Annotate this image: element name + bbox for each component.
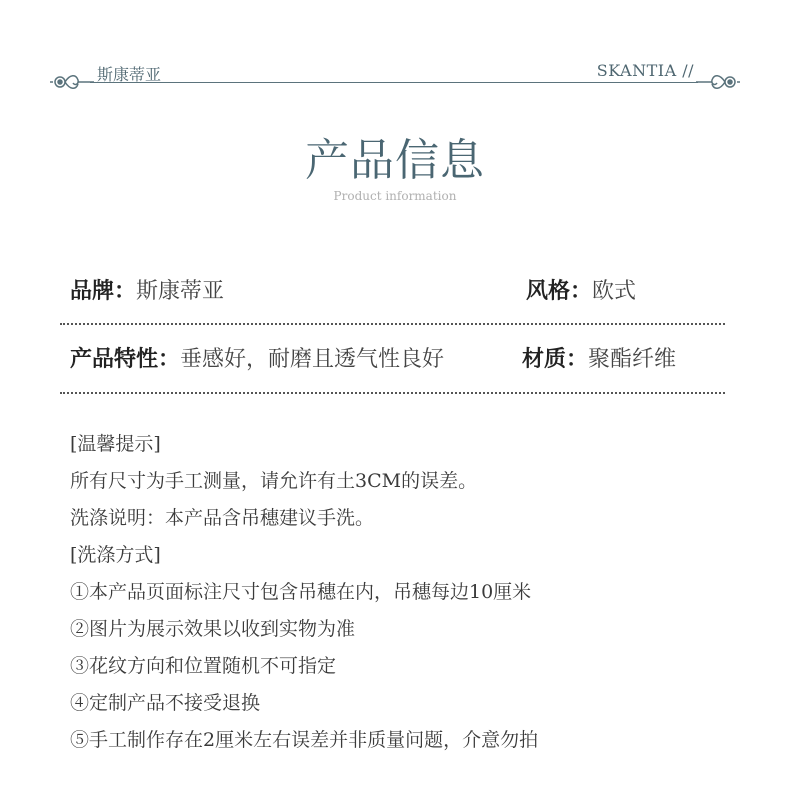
spec-feature-value: 垂感好，耐磨且透气性良好 [180, 347, 445, 372]
spec-brand-label: 品牌： [70, 278, 137, 304]
note-line: 洗涤说明：本产品含吊穗建议手洗。 [70, 507, 375, 529]
ornament-right-icon [696, 70, 740, 94]
brand-name-cn: 斯康蒂亚 [97, 65, 162, 84]
note-line: ②图片为展示效果以收到实物为准 [70, 618, 356, 640]
note-line: ⑤手工制作存在2厘米左右误差并非质量问题，介意勿拍 [70, 729, 539, 751]
spec-feature [70, 342, 444, 373]
spec-style-label: 风格： [526, 278, 593, 304]
spec-style-value: 欧式 [592, 279, 637, 304]
note-line: [温馨提示] [70, 433, 161, 455]
spec-material [522, 342, 676, 373]
note-line: ①本产品页面标注尺寸包含吊穗在内，吊穗每边10厘米 [70, 581, 532, 603]
spec-material-value: 聚酯纤维 [588, 347, 677, 372]
spec-brand-value: 斯康蒂亚 [136, 279, 225, 304]
note-line: ④定制产品不接受退换 [70, 692, 261, 714]
header [0, 0, 790, 100]
note-line: ③花纹方向和位置随机不可指定 [70, 655, 337, 677]
spec-row-brand-style [70, 274, 725, 314]
notes-section [70, 430, 750, 763]
page-title: 产品信息 [305, 135, 485, 186]
dotted-divider [60, 323, 725, 325]
spec-feature-label: 产品特性： [70, 346, 181, 372]
spec-material-label: 材质： [522, 346, 589, 372]
brand-name-en: SKANTIA // [596, 61, 694, 80]
spec-brand [70, 274, 224, 305]
page-subtitle: Product information [333, 189, 457, 203]
header-rule [90, 82, 698, 83]
spec-row-feature-material [70, 342, 725, 382]
dotted-divider [60, 392, 725, 394]
spec-style [526, 274, 636, 305]
note-line: 所有尺寸为手工测量，请允许有土3CM的误差。 [70, 470, 478, 492]
ornament-left-icon [50, 70, 94, 94]
note-line: [洗涤方式] [70, 544, 161, 566]
